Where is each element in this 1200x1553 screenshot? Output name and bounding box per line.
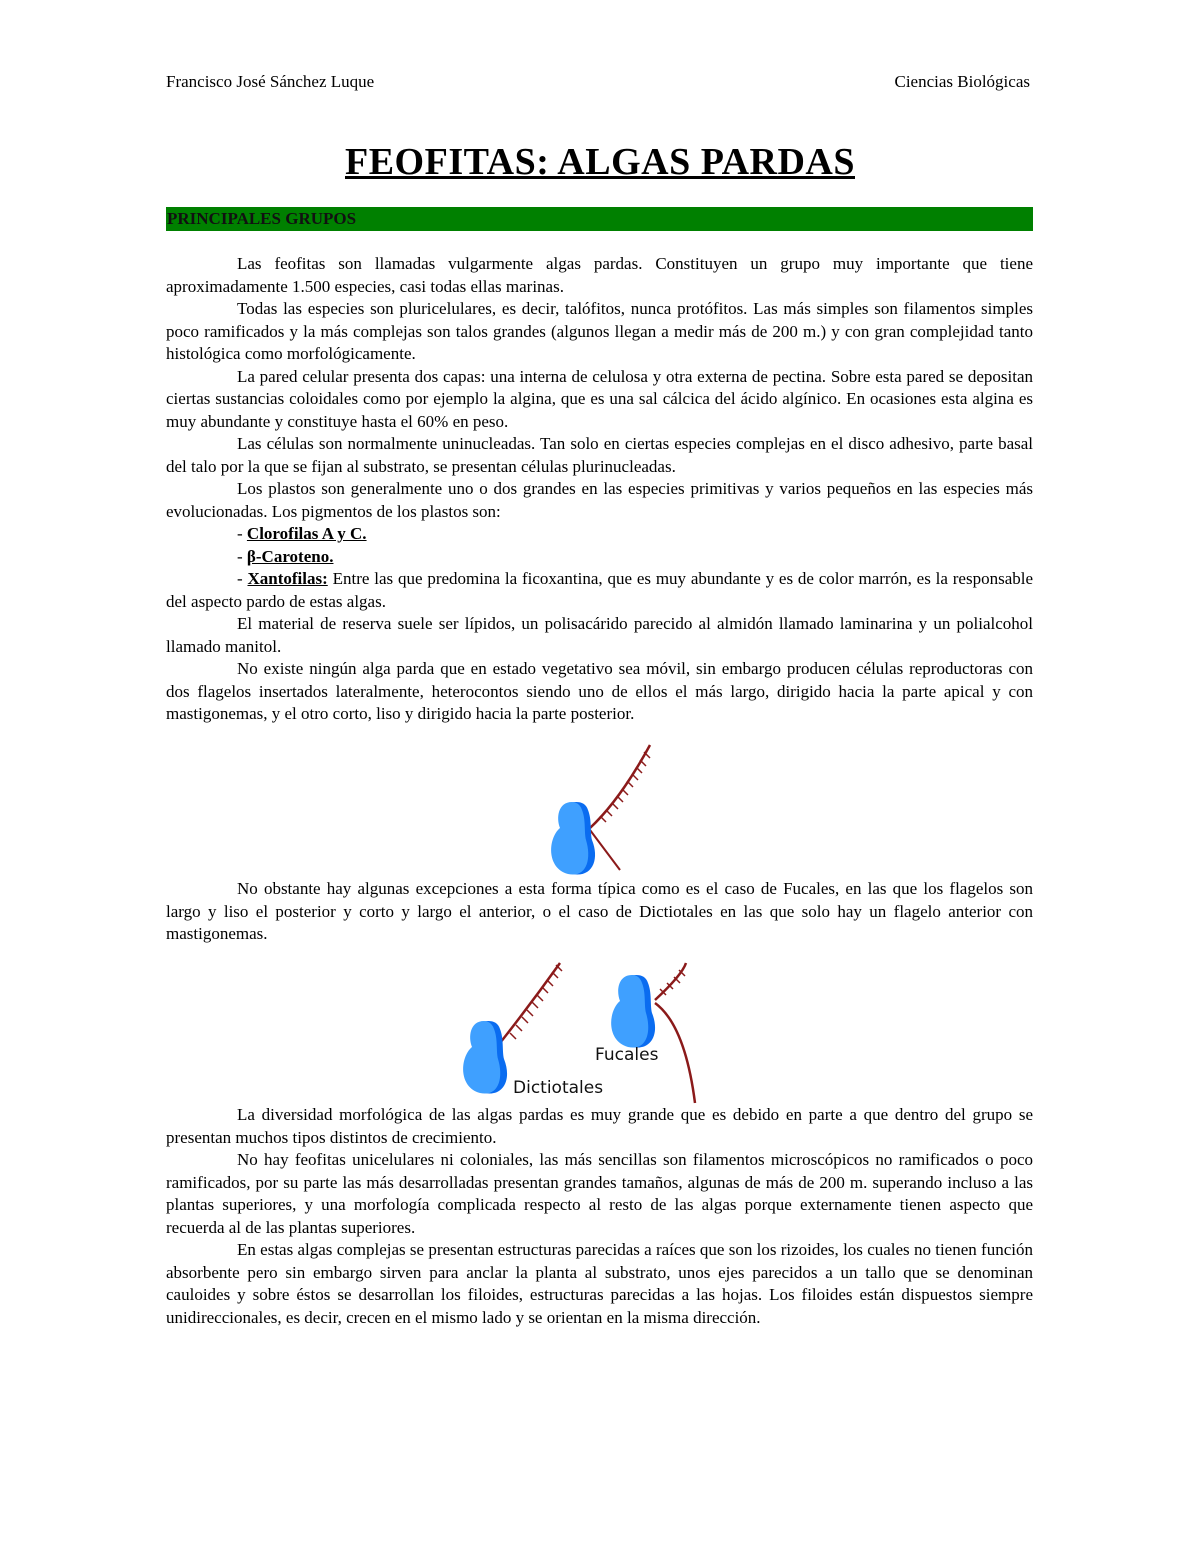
- paragraph: En estas algas complejas se presentan estructuras parecidas a raíces que son los rizoides, los cuales no tienen función absorbente pero sin embargo sirven para anclar la planta al substrato, unos ejes parecidos a un tallo que se denominan cauloides y sobre éstos se desarrollan los filoides, estructuras parecidas a las hojas. Los filoides están dispuestos siempre unidireccionales, es decir, crecen en el mismo lado y se orientan en la misma dirección.: [166, 1240, 1033, 1327]
- page-header: [166, 72, 1030, 92]
- pigment-term: Clorofilas A y C.: [246, 524, 367, 543]
- header-subject: Ciencias Biológicas: [894, 72, 1030, 91]
- figure-heterokont-cell: [540, 740, 670, 880]
- figure-exceptions: [450, 955, 750, 1105]
- body-block-3: [166, 1104, 1033, 1329]
- paragraph: Las células son normalmente uninucleadas. Tan solo en ciertas especies complejas en el disco adhesivo, parte basal del talo por la que se fijan al substrato, se presentan células plurinucleadas.: [166, 434, 1033, 476]
- body-block-2: [166, 878, 1033, 946]
- pigment-item: - Clorofilas A y C.: [237, 524, 367, 543]
- section-heading-bar: [166, 207, 1033, 231]
- page-title: FEOFITAS: ALGAS PARDAS: [345, 141, 855, 183]
- paragraph: La diversidad morfológica de las algas pardas es muy grande que es debido en parte a que dentro del grupo se presentan muchos tipos distintos de crecimiento.: [166, 1105, 1033, 1147]
- cell-illustration: [540, 740, 670, 880]
- paragraph: El material de reserva suele ser lípidos, un polisacárido parecido al almidón llamado laminarina y un polialcohol llamado manitol.: [166, 614, 1033, 656]
- pigment-description: Entre las que predomina la ficoxantina, que es muy abundante y es de color marrón, es la responsable del aspecto pardo de estas algas.: [166, 569, 1034, 611]
- paragraph: No obstante hay algunas excepciones a esta forma típica como es el caso de Fucales, en las que los flagelos son largo y liso el posterior y corto y largo el anterior, o el caso de Dictiotales en las que solo hay un flagelo anterior con mastigonemas.: [166, 879, 1033, 943]
- pigment-item: - Xantofilas: Entre las que predomina la ficoxantina, que es muy abundante y es de color marrón, es la responsable del aspecto pardo de estas algas.: [166, 569, 1034, 611]
- paragraph: Todas las especies son pluricelulares, es decir, talófitos, nunca protófitos. Las más simples son filamentos simples poco ramificados y la más complejas son talos grandes (algunos llegan a medir más de 200 m.) y con gran complejidad tanto histológica como morfológicamente.: [166, 299, 1033, 363]
- body-block-1: [166, 253, 1033, 726]
- paragraph: Los plastos son generalmente uno o dos grandes en las especies primitivas y varios pequeños en las especies más evolucionadas. Los pigmentos de los plastos son:: [166, 479, 1033, 521]
- paragraph: La pared celular presenta dos capas: una interna de celulosa y otra externa de pectina. Sobre esta pared se depositan ciertas sustancias coloidales como por ejemplo la algina, que es una sal cálcica del ácido algínico. En ocasiones esta algina es muy abundante y constituye hasta el 60% en peso.: [166, 366, 1033, 431]
- header-author: Francisco José Sánchez Luque: [166, 72, 375, 91]
- pigment-term: β-Caroteno.: [246, 546, 334, 566]
- pigment-term: Xantofilas:: [247, 569, 328, 588]
- paragraph: No hay feofitas unicelulares ni coloniales, las más sencillas son filamentos microscópicos no ramificados o poco ramificados, por su parte las más desarrolladas presentan grandes tamaños, algunas de más de 200 m. superando incluso a las plantas superiores, y una morfología complicada respecto al resto de las algas porque externamente tienen aspecto que recuerda al de las plantas superiores.: [166, 1150, 1033, 1237]
- label-fucales: Fucales: [595, 1045, 659, 1065]
- section-heading: PRINCIPALES GRUPOS: [167, 209, 357, 228]
- label-dictiotales: Dictiotales: [513, 1078, 604, 1098]
- pigment-item: - β-Caroteno.: [237, 546, 334, 566]
- paragraph: No existe ningún alga parda que en estado vegetativo sea móvil, sin embargo producen células reproductoras con dos flagelos insertados lateralmente, heterocontos siendo uno de ellos el más largo, dirigido hacia la parte apical y con mastigonemas, y el otro corto, liso y dirigido hacia la parte posterior.: [166, 659, 1033, 723]
- paragraph: Las feofitas son llamadas vulgarmente algas pardas. Constituyen un grupo muy importante que tiene aproximadamente 1.500 especies, casi todas ellas marinas.: [166, 254, 1033, 296]
